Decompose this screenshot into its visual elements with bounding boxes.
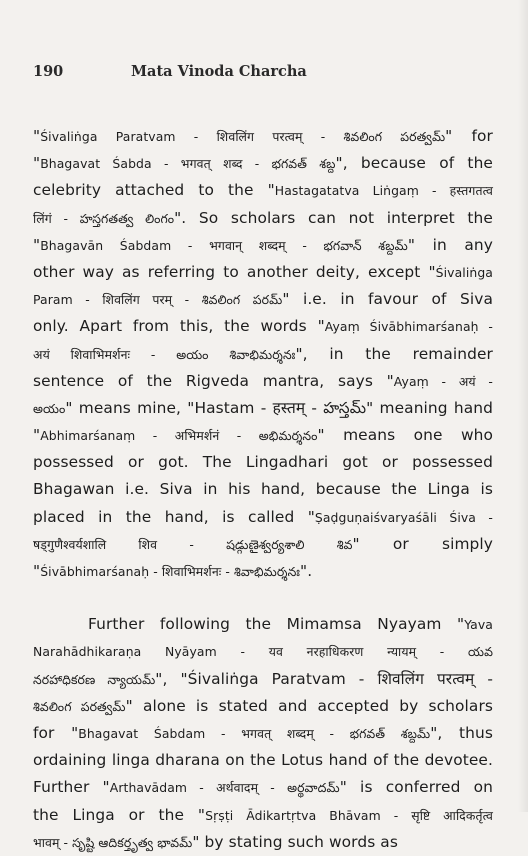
transliteration-text: Ayaṃ - अयं - (393, 373, 493, 389)
text-line (33, 177, 493, 204)
text-line (33, 558, 493, 585)
transliteration-text: अयं शिवाभिमर्शनः - అయం శివాభిమర్శనః (33, 346, 296, 362)
text-line (33, 693, 493, 720)
transliteration-text: Bhagavat Śabdam - भगवत् शब्दम् - భగవత్ శబ్దమ్ (78, 725, 431, 741)
text-line (33, 476, 493, 503)
text-line (33, 232, 493, 259)
transliteration-text: लिंगं - హస్తగతత్వ లింగం (33, 210, 175, 226)
text-line (33, 259, 493, 286)
line-text: the Linga or the " (33, 805, 206, 824)
text-line (33, 666, 493, 693)
line-text: for " (33, 723, 79, 742)
line-text: sentence of the Rigveda mantra, says " (33, 371, 394, 390)
transliteration-text: Bhagavat Śabda - भगवत् शब्द - భగవత్ శబ్ద (40, 156, 336, 172)
text-line (33, 802, 493, 829)
paragraph (33, 611, 493, 856)
transliteration-text: Hastagatatva Liṅgaṃ - हस्तगतत्व (274, 183, 493, 199)
line-text: ". (300, 562, 313, 580)
text-line (33, 286, 493, 313)
line-text: " (33, 127, 41, 145)
transliteration-text: Bhagavān Śabdam - भगवान् शब्दम् - భగవాన్ శబ్దమ్ (40, 237, 408, 253)
line-text: placed in the hand, is called " (33, 507, 315, 526)
text-line (33, 720, 493, 747)
transliteration-text: నరహాధికరణ న్యాయమ్ (33, 671, 156, 687)
transliteration-text: Sṛṣṭi Ādikartṛtva Bhāvam - सृष्टि आदिकर्तृत्व (205, 807, 493, 823)
paragraph (33, 123, 493, 585)
transliteration-text: षड्गुणैश्वर्यशालि शिव - షడ్గుణైశ్వర్యశాలి శివ (33, 536, 353, 552)
line-text: ", thus (430, 723, 493, 742)
transliteration-text: Abhimarśanaṃ - अभिमर्शनं - అభిమర్శనం (40, 428, 318, 444)
transliteration-text: Yava (464, 617, 493, 633)
transliteration-text: Arthavādam - अर्थवादम् - అర్థవాదమ్ (109, 780, 340, 796)
transliteration-text: అయం (33, 400, 66, 416)
line-text: " is conferred on (339, 778, 493, 797)
line-text: " (33, 154, 41, 173)
line-text: " means one who (317, 426, 493, 445)
line-text: possessed or got. The Lingadhari got or possessed (33, 453, 493, 472)
line-text: ordaining linga dharana on the Lotus hand of the devotee. (33, 751, 493, 770)
text-line (33, 531, 493, 558)
page-number: 190 (33, 63, 64, 80)
transliteration-text: Ayaṃ Śivābhimarśanaḥ - (324, 319, 493, 335)
running-title: Mata Vinoda Charcha (131, 63, 307, 80)
text-line (33, 205, 493, 232)
transliteration-text: Śivābhimarśanaḥ - शिवाभिमर्शनः - శివాభిమర్శనః (40, 564, 301, 579)
line-text: Further " (33, 778, 110, 797)
line-text: " alone is stated and accepted by scholars (125, 696, 493, 715)
transliteration-text: Śivaliṅga Paratvam - शिवलिंग परत्वम् - శివలింగ పరత్వమ్ (40, 129, 446, 144)
line-text: ", in the remainder (295, 344, 493, 363)
transliteration-text: Narahādhikaraṇa Nyāyam - यव नरहाधिकरण न्यायम् - యవ (33, 644, 493, 660)
text-line (33, 368, 493, 395)
page-header (33, 63, 508, 85)
text-line (33, 422, 493, 449)
text-line (33, 150, 493, 177)
text-line (33, 504, 493, 531)
line-text: " (33, 235, 41, 254)
text-line (33, 829, 493, 856)
text-line (33, 747, 493, 774)
line-text: " i.e. in favour of Siva (282, 290, 493, 309)
line-text: " or simply (352, 534, 493, 553)
line-text: " by stating such words as (192, 832, 398, 851)
text-line (33, 313, 493, 340)
text-line (33, 638, 493, 665)
line-text: ", "Śivaliṅga Paratvam - शिवलिंग परत्वम् - (155, 669, 493, 688)
text-line (33, 341, 493, 368)
transliteration-text: भावम् - సృష్టి ఆదికర్తృత్వ భావమ్ (33, 834, 193, 850)
transliteration-text: Param - शिवलिंग परम् - శివలింగ పరమ్ (33, 292, 283, 308)
transliteration-text: Śivaliṅga (435, 264, 493, 280)
line-text: " in any (407, 235, 493, 254)
transliteration-text: Ṣaḍguṇaiśvaryaśāli Śiva - (314, 509, 493, 525)
line-text: ". So scholars can not interpret the (174, 208, 493, 227)
text-line (33, 123, 493, 150)
line-text: Bhagawan i.e. Siva in his hand, because the Linga is (33, 480, 493, 499)
text-line (33, 611, 493, 638)
line-text: " (33, 426, 41, 445)
line-text: " means mine, "Hastam - हस्तम् - హస్తమ్" meaning hand (65, 398, 493, 417)
body-text (33, 123, 493, 856)
line-text: " (33, 562, 41, 580)
line-text: other way as referring to another deity, except " (33, 262, 436, 281)
line-text: ", because of the (335, 154, 493, 173)
paragraph-gap (33, 585, 493, 611)
line-text: only. Apart from this, the words " (33, 317, 325, 336)
line-text: " for (445, 127, 493, 145)
transliteration-text: శివలింగ పరత్వమ్ (33, 698, 126, 714)
text-line (33, 395, 493, 422)
text-line (33, 774, 493, 801)
text-line (33, 449, 493, 476)
page-edge-shadow (518, 0, 528, 812)
line-text: celebrity attached to the " (33, 181, 275, 200)
line-text: Further following the Mimamsa Nyayam " (88, 615, 465, 634)
